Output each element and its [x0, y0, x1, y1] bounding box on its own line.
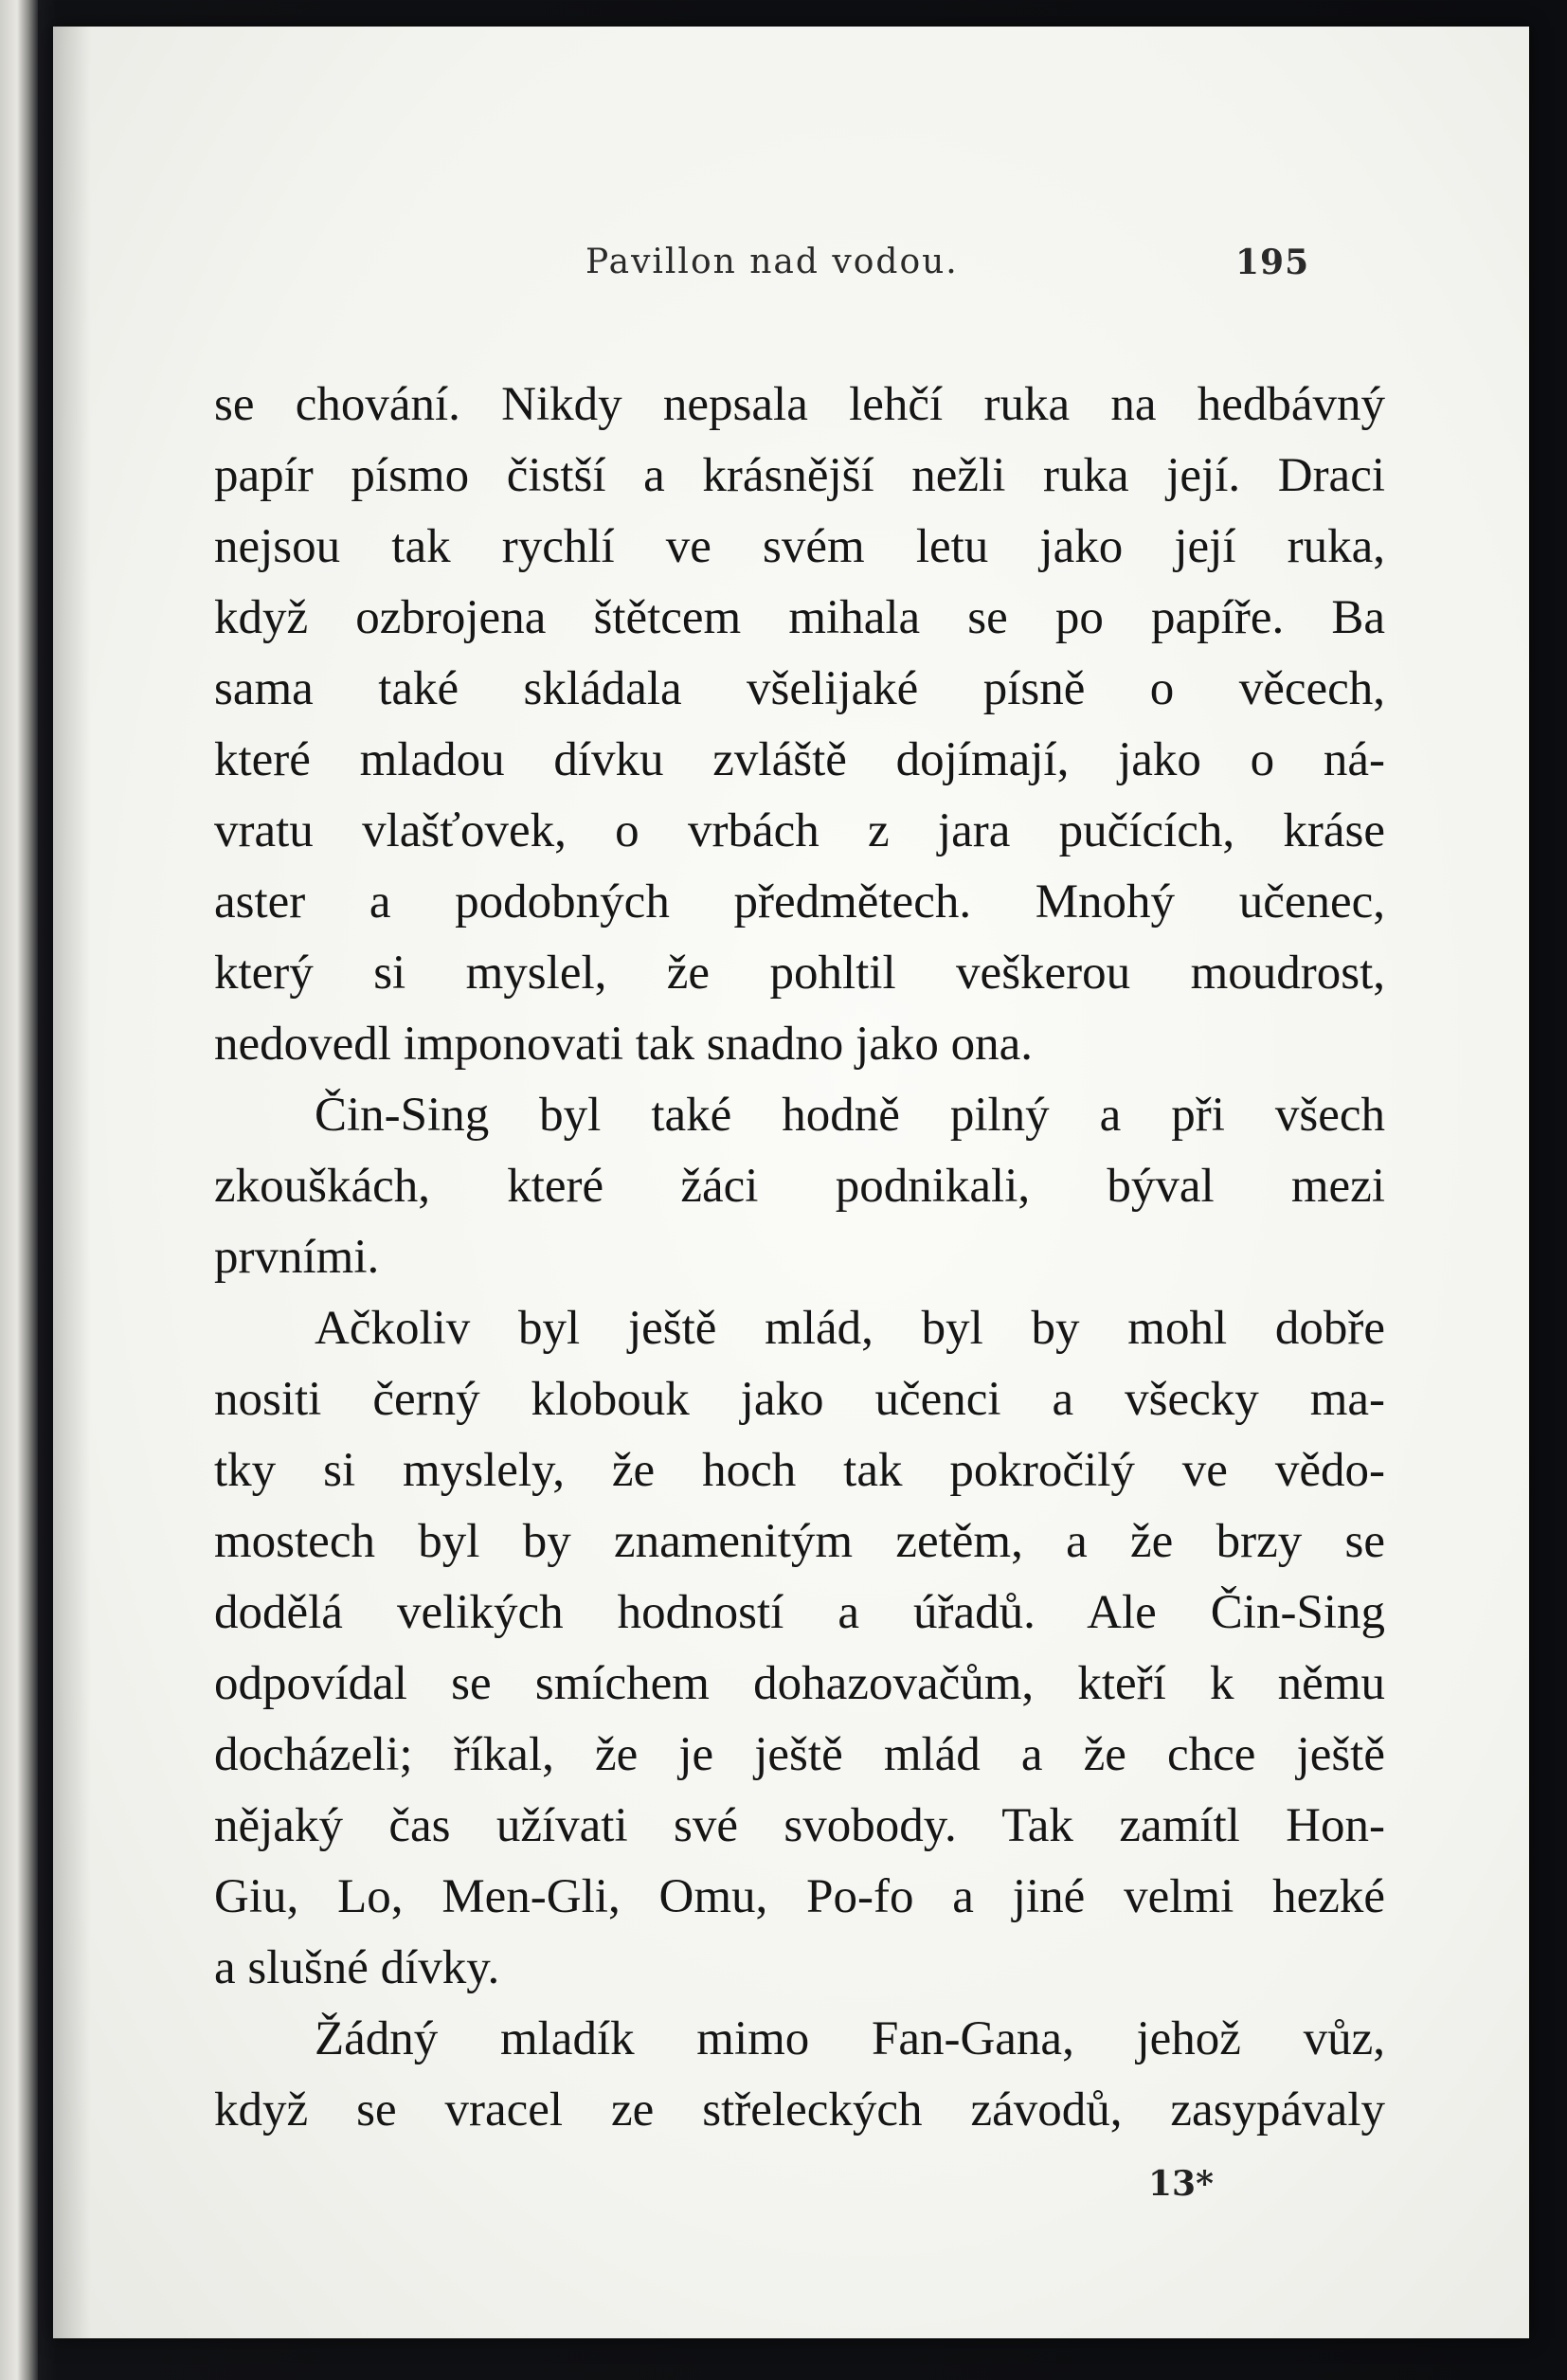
paragraph-start-line: Žádný mladík mimo Fan-Gana, jehož vůz, [315, 2012, 1385, 2065]
text-line: sama také skládala všelijaké písně o věcech, [214, 662, 1385, 715]
text-line: odpovídal se smíchem dohazovačům, kteří k němu [214, 1657, 1385, 1710]
text-line: papír písmo čistší a krásnější nežli ruka její. Draci [214, 449, 1385, 502]
text-line: když se vracel ze střeleckých závodů, zasypávaly [214, 2083, 1385, 2137]
body-text [214, 370, 1385, 2146]
book-page [53, 27, 1529, 2338]
text-line: Giu, Lo, Men-Gli, Omu, Po-fo a jiné velmi hezké [214, 1870, 1385, 1923]
text-line: nějaký čas užívati své svobody. Tak zamítl Hon- [214, 1799, 1385, 1852]
text-line: aster a podobných předmětech. Mnohý učenec, [214, 875, 1385, 929]
text-line: který si myslel, že pohltil veškerou moudrost, [214, 947, 1385, 1000]
text-line: se chování. Nikdy nepsala lehčí ruka na hedbávný [214, 378, 1385, 431]
text-line: docházeli; říkal, že je ještě mlád a že chce ještě [214, 1728, 1385, 1781]
text-line: zkouškách, které žáci podnikali, býval mezi [214, 1160, 1385, 1213]
paragraph-end-line: nedovedl imponovati tak snadno jako ona. [214, 1018, 1033, 1071]
paragraph-end-line: a slušné dívky. [214, 1941, 500, 1994]
page-number: 195 [1235, 243, 1310, 282]
text-line: tky si myslely, že hoch tak pokročilý ve vědo- [214, 1444, 1385, 1497]
running-title: Pavillon nad vodou. [585, 243, 959, 281]
signature-mark: 13* [1148, 2164, 1214, 2204]
running-head [53, 243, 1529, 299]
text-line: nejsou tak rychlí ve svém letu jako její ruka, [214, 520, 1385, 573]
paragraph-start-line: Čin-Sing byl také hodně pilný a při všech [315, 1089, 1385, 1142]
text-line: vratu vlašťovek, o vrbách z jara pučících, kráse [214, 804, 1385, 857]
text-line: nositi černý klobouk jako učenci a všecky ma- [214, 1373, 1385, 1426]
text-line: mostech byl by znamenitým zetěm, a že brzy se [214, 1515, 1385, 1568]
paragraph-start-line: Ačkoliv byl ještě mlád, byl by mohl dobře [315, 1302, 1385, 1355]
gutter-shadow [53, 27, 91, 2338]
text-line: když ozbrojena štětcem mihala se po papíře. Ba [214, 591, 1385, 644]
text-line: které mladou dívku zvláště dojímají, jako o ná- [214, 733, 1385, 786]
previous-page-edge [0, 0, 38, 2380]
paragraph-end-line: prvními. [214, 1231, 380, 1284]
text-line: dodělá velikých hodností a úřadů. Ale Čin-Sing [214, 1586, 1385, 1639]
